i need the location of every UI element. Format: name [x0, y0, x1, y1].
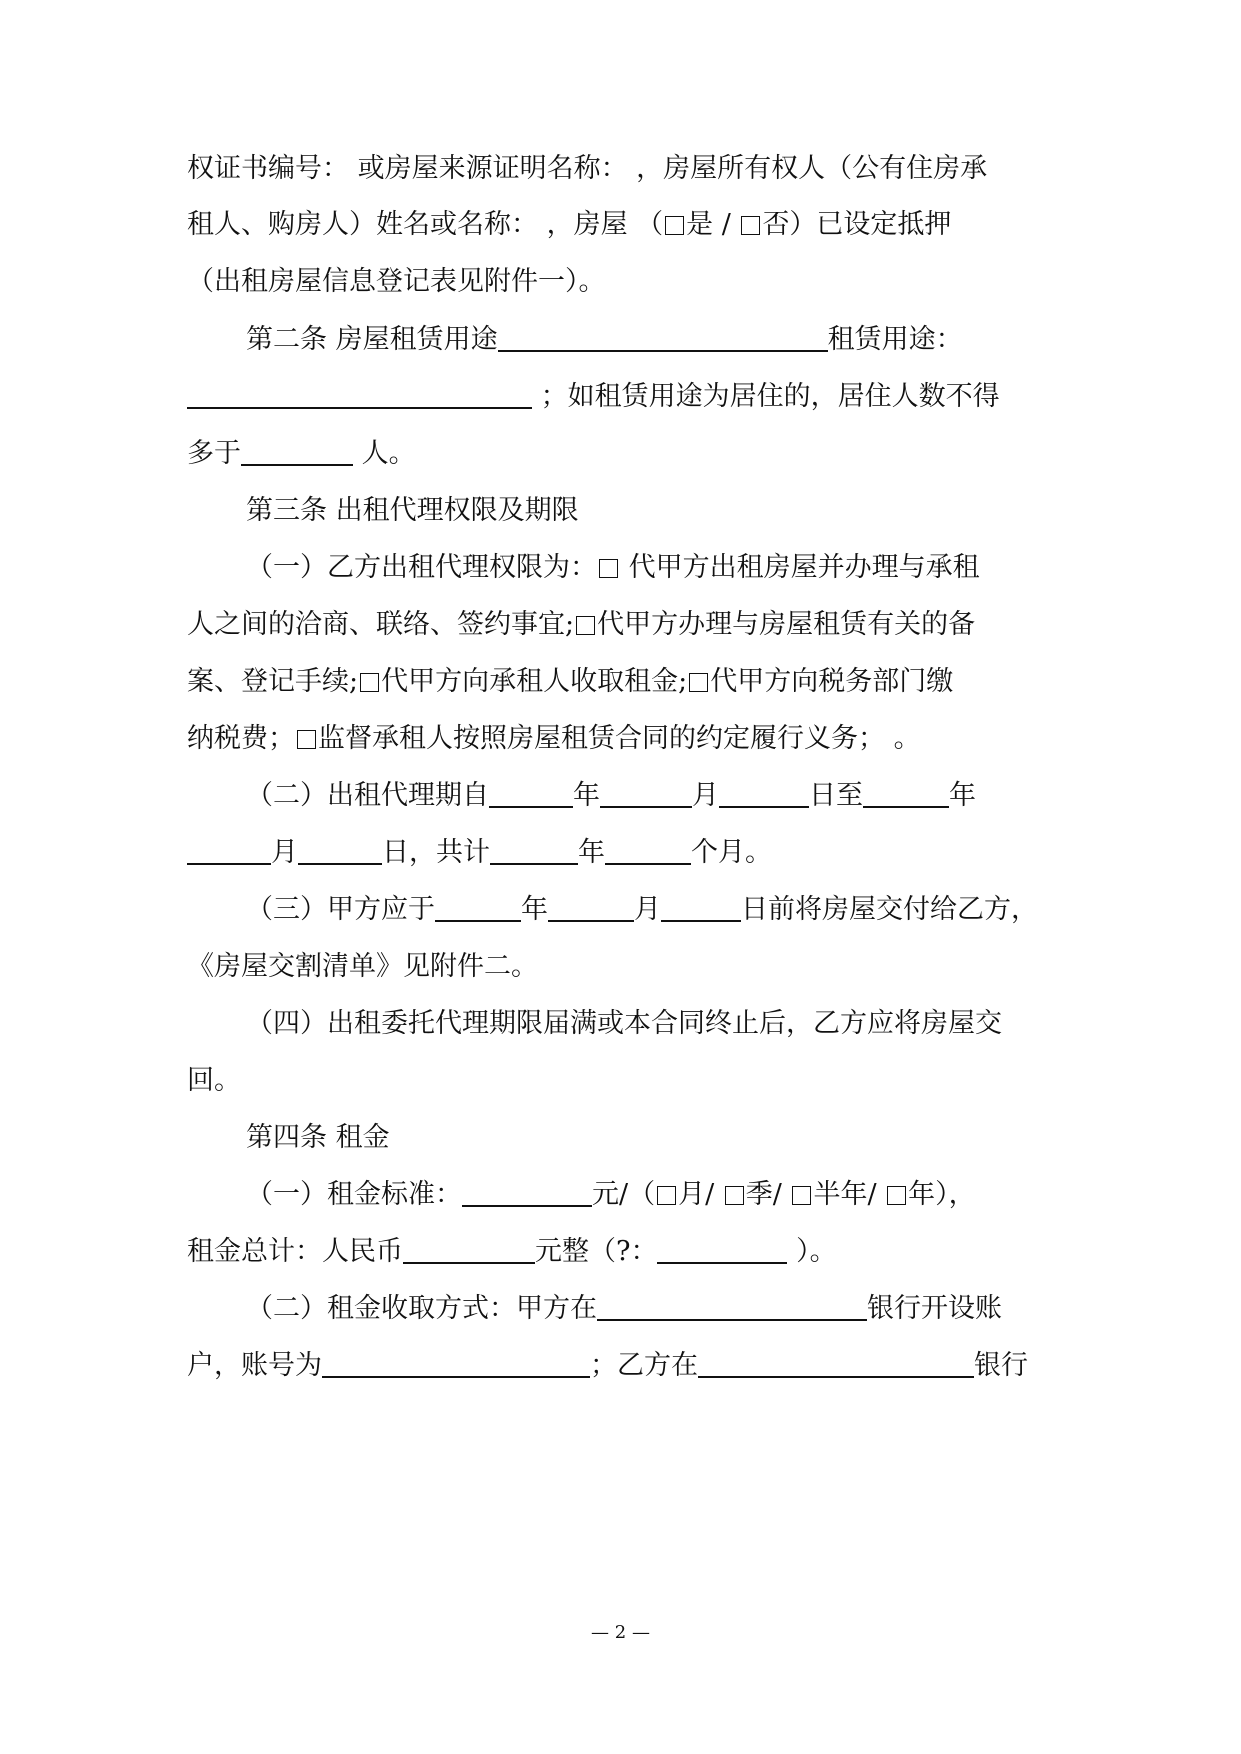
checkbox[interactable]	[689, 673, 708, 692]
text: 月/	[678, 1179, 723, 1210]
checkbox[interactable]	[576, 616, 595, 635]
text: 代甲方出租房屋并办理与承租	[620, 552, 980, 583]
checkbox[interactable]	[887, 1186, 906, 1205]
text: 年），	[908, 1179, 976, 1210]
text: 否）已设定抵押	[762, 209, 952, 240]
text: 日，共计	[382, 837, 490, 868]
blank-field[interactable]	[489, 776, 573, 808]
checkbox[interactable]	[725, 1186, 744, 1205]
text: 年	[573, 780, 600, 811]
text: 元/（	[592, 1179, 656, 1210]
blank-field[interactable]	[548, 890, 634, 922]
text: 个月。	[691, 837, 772, 868]
text-line-16	[246, 1004, 1002, 1044]
text: 监督承租人按照房屋租赁合同的约定履行义务； 。	[318, 723, 921, 754]
text: 代甲方办理与房屋租赁有关的备	[597, 609, 976, 640]
blank-field[interactable]	[719, 776, 809, 808]
checkbox[interactable]	[792, 1186, 811, 1205]
text: （一）乙方出租代理权限为：	[246, 552, 597, 583]
text-line-13	[187, 833, 772, 873]
text: 案、登记手续;	[187, 666, 359, 697]
text-line-10	[187, 662, 953, 702]
checkbox[interactable]	[599, 559, 618, 578]
text: 多于	[187, 438, 241, 469]
text: 年	[521, 894, 548, 925]
blank-field[interactable]	[605, 833, 691, 865]
text: 银行开设账	[867, 1293, 1002, 1324]
text: 年	[578, 837, 605, 868]
text: 第三条 出租代理权限及期限	[246, 495, 579, 526]
blank-field[interactable]	[241, 434, 353, 466]
text: 半年/	[813, 1179, 886, 1210]
text: 是 /	[686, 209, 740, 240]
text-line-21	[246, 1289, 1002, 1329]
blank-field[interactable]	[661, 890, 741, 922]
blank-field[interactable]	[698, 1346, 974, 1378]
checkbox[interactable]	[665, 216, 684, 235]
text-line-1	[187, 149, 987, 189]
blank-field[interactable]	[657, 1232, 787, 1264]
text: 租人、购房人）姓名或名称： ，房屋 （	[187, 209, 664, 240]
text: 年	[949, 780, 976, 811]
text: 日前将房屋交付给乙方，	[741, 894, 1038, 925]
text: 人之间的洽商、联络、签约事宜;	[187, 609, 575, 640]
text: （二）租金收取方式：甲方在	[246, 1293, 597, 1324]
article-3-heading	[246, 491, 579, 531]
text: （三）甲方应于	[246, 894, 435, 925]
text: （一）租金标准：	[246, 1179, 462, 1210]
text-line-15	[187, 947, 538, 987]
text: 纳税费；	[187, 723, 295, 754]
text: 第二条 房屋租赁用途	[246, 324, 498, 355]
text-line-8	[246, 548, 980, 588]
text-line-5	[187, 377, 1000, 417]
text: 代甲方向承租人收取租金;	[381, 666, 688, 697]
blank-field[interactable]	[403, 1232, 535, 1264]
text: 银行	[974, 1350, 1028, 1381]
text-line-3	[187, 262, 606, 302]
blank-field[interactable]	[322, 1346, 590, 1378]
blank-field[interactable]	[187, 833, 271, 865]
text-line-6	[187, 434, 416, 474]
text: 租金总计：人民币	[187, 1236, 403, 1267]
blank-field[interactable]	[498, 320, 828, 352]
text: 户，账号为	[187, 1350, 322, 1381]
blank-field[interactable]	[462, 1175, 592, 1207]
text: 季/	[745, 1179, 791, 1210]
text: （出租房屋信息登记表见附件一）。	[187, 266, 606, 297]
text: ；乙方在	[590, 1350, 698, 1381]
text: 《房屋交割清单》见附件二。	[187, 951, 538, 982]
blank-field[interactable]	[298, 833, 382, 865]
checkbox[interactable]	[741, 216, 760, 235]
text-line-20	[187, 1232, 837, 1272]
checkbox[interactable]	[297, 730, 316, 749]
blank-field[interactable]	[597, 1289, 867, 1321]
text: 月	[692, 780, 719, 811]
checkbox[interactable]	[657, 1186, 676, 1205]
text-line-12	[246, 776, 976, 816]
text: 元整（?：	[535, 1236, 658, 1267]
text-line-9	[187, 605, 975, 645]
text: 人。	[353, 438, 416, 469]
article-2-heading	[246, 320, 963, 360]
text: （四）出租委托代理期限届满或本合同终止后，乙方应将房屋交	[246, 1008, 1002, 1039]
text: 月	[271, 837, 298, 868]
text-line-14	[246, 890, 1038, 930]
text-line-17	[187, 1061, 241, 1101]
text: 日至	[809, 780, 863, 811]
text: 代甲方向税务部门缴	[710, 666, 954, 697]
text: 租赁用途：	[827, 324, 963, 355]
text-line-11	[187, 719, 921, 759]
text: ）。	[787, 1236, 837, 1267]
blank-field[interactable]	[490, 833, 578, 865]
text: （二）出租代理期自	[246, 780, 489, 811]
text-line-22	[187, 1346, 1028, 1386]
text: 月	[634, 894, 661, 925]
text: ；如租赁用途为居住的，居住人数不得	[540, 381, 1000, 412]
text: 第四条 租金	[246, 1122, 390, 1153]
blank-field[interactable]	[435, 890, 521, 922]
checkbox[interactable]	[360, 673, 379, 692]
page-number: — 2 —	[591, 1622, 650, 1643]
blank-field[interactable]	[863, 776, 949, 808]
blank-field[interactable]	[600, 776, 692, 808]
text-line-2	[187, 205, 951, 245]
text: 回。	[187, 1065, 241, 1096]
text-line-19	[246, 1175, 976, 1215]
article-4-heading	[246, 1118, 390, 1158]
text: 权证书编号： 或房屋来源证明名称： ，房屋所有权人（公有住房承	[187, 153, 988, 184]
blank-field[interactable]	[187, 377, 532, 409]
